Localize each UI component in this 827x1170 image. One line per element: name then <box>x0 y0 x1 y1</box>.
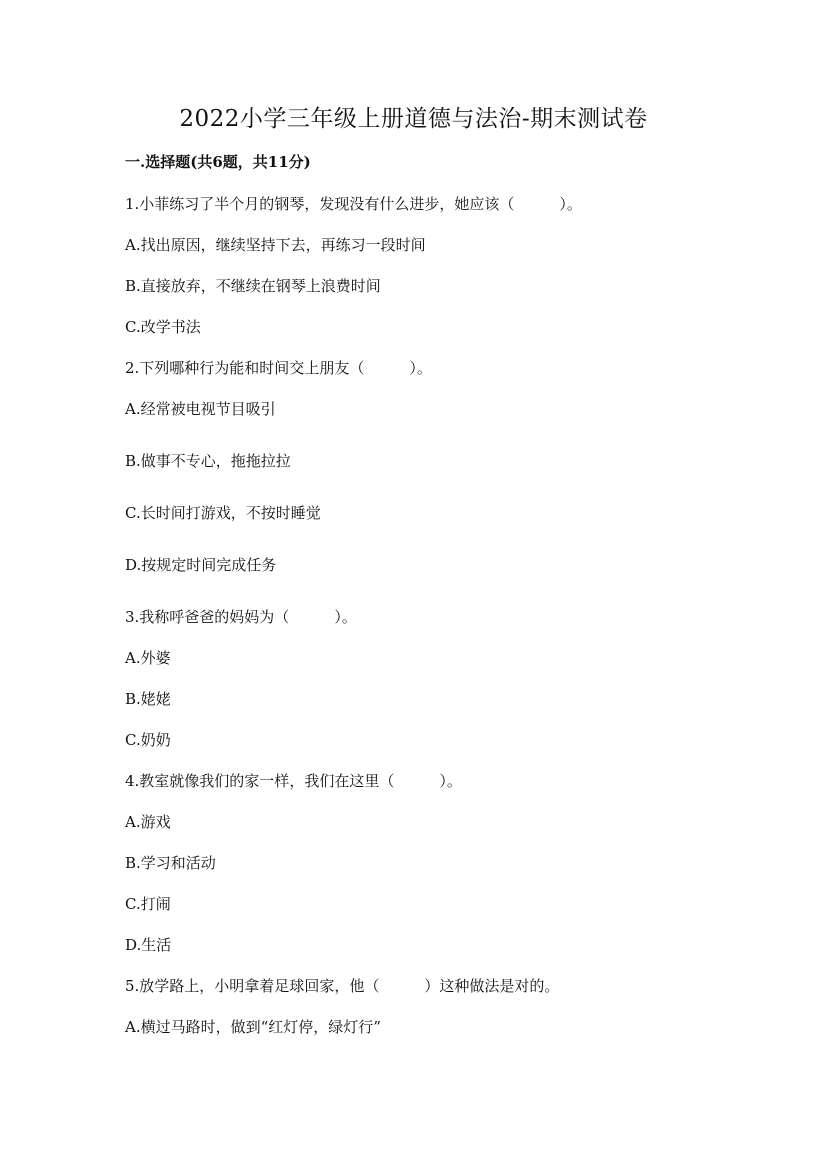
option-2a: A.经常被电视节目吸引 <box>125 400 276 418</box>
option-1c: C.改学书法 <box>125 318 201 336</box>
question-2: 2.下列哪种行为能和时间交上朋友（ ）。 <box>125 359 432 377</box>
option-1b: B.直接放弃，不继续在钢琴上浪费时间 <box>125 277 381 295</box>
option-3c: C.奶奶 <box>125 731 171 749</box>
section-header: 一.选择题(共6题，共11分) <box>125 153 311 171</box>
option-4a: A.游戏 <box>125 813 171 831</box>
question-4: 4.教室就像我们的家一样，我们在这里（ ）。 <box>125 772 462 790</box>
option-3b: B.姥姥 <box>125 690 171 708</box>
option-2d: D.按规定时间完成任务 <box>125 556 277 574</box>
page-title: 2022小学三年级上册道德与法治-期末测试卷 <box>179 106 648 132</box>
option-2c: C.长时间打游戏，不按时睡觉 <box>125 504 321 522</box>
option-3a: A.外婆 <box>125 649 171 667</box>
option-1a: A.找出原因，继续坚持下去，再练习一段时间 <box>125 236 426 254</box>
option-4d: D.生活 <box>125 936 172 954</box>
question-5: 5.放学路上，小明拿着足球回家，他（ ）这种做法是对的。 <box>125 977 560 995</box>
option-4b: B.学习和活动 <box>125 854 216 872</box>
option-2b: B.做事不专心，拖拖拉拉 <box>125 452 291 470</box>
question-3: 3.我称呼爸爸的妈妈为（ ）。 <box>125 608 357 626</box>
option-4c: C.打闹 <box>125 895 171 913</box>
option-5a: A.横过马路时，做到“红灯停，绿灯行” <box>125 1018 381 1036</box>
question-1: 1.小菲练习了半个月的钢琴，发现没有什么进步，她应该（ ）。 <box>125 195 582 213</box>
